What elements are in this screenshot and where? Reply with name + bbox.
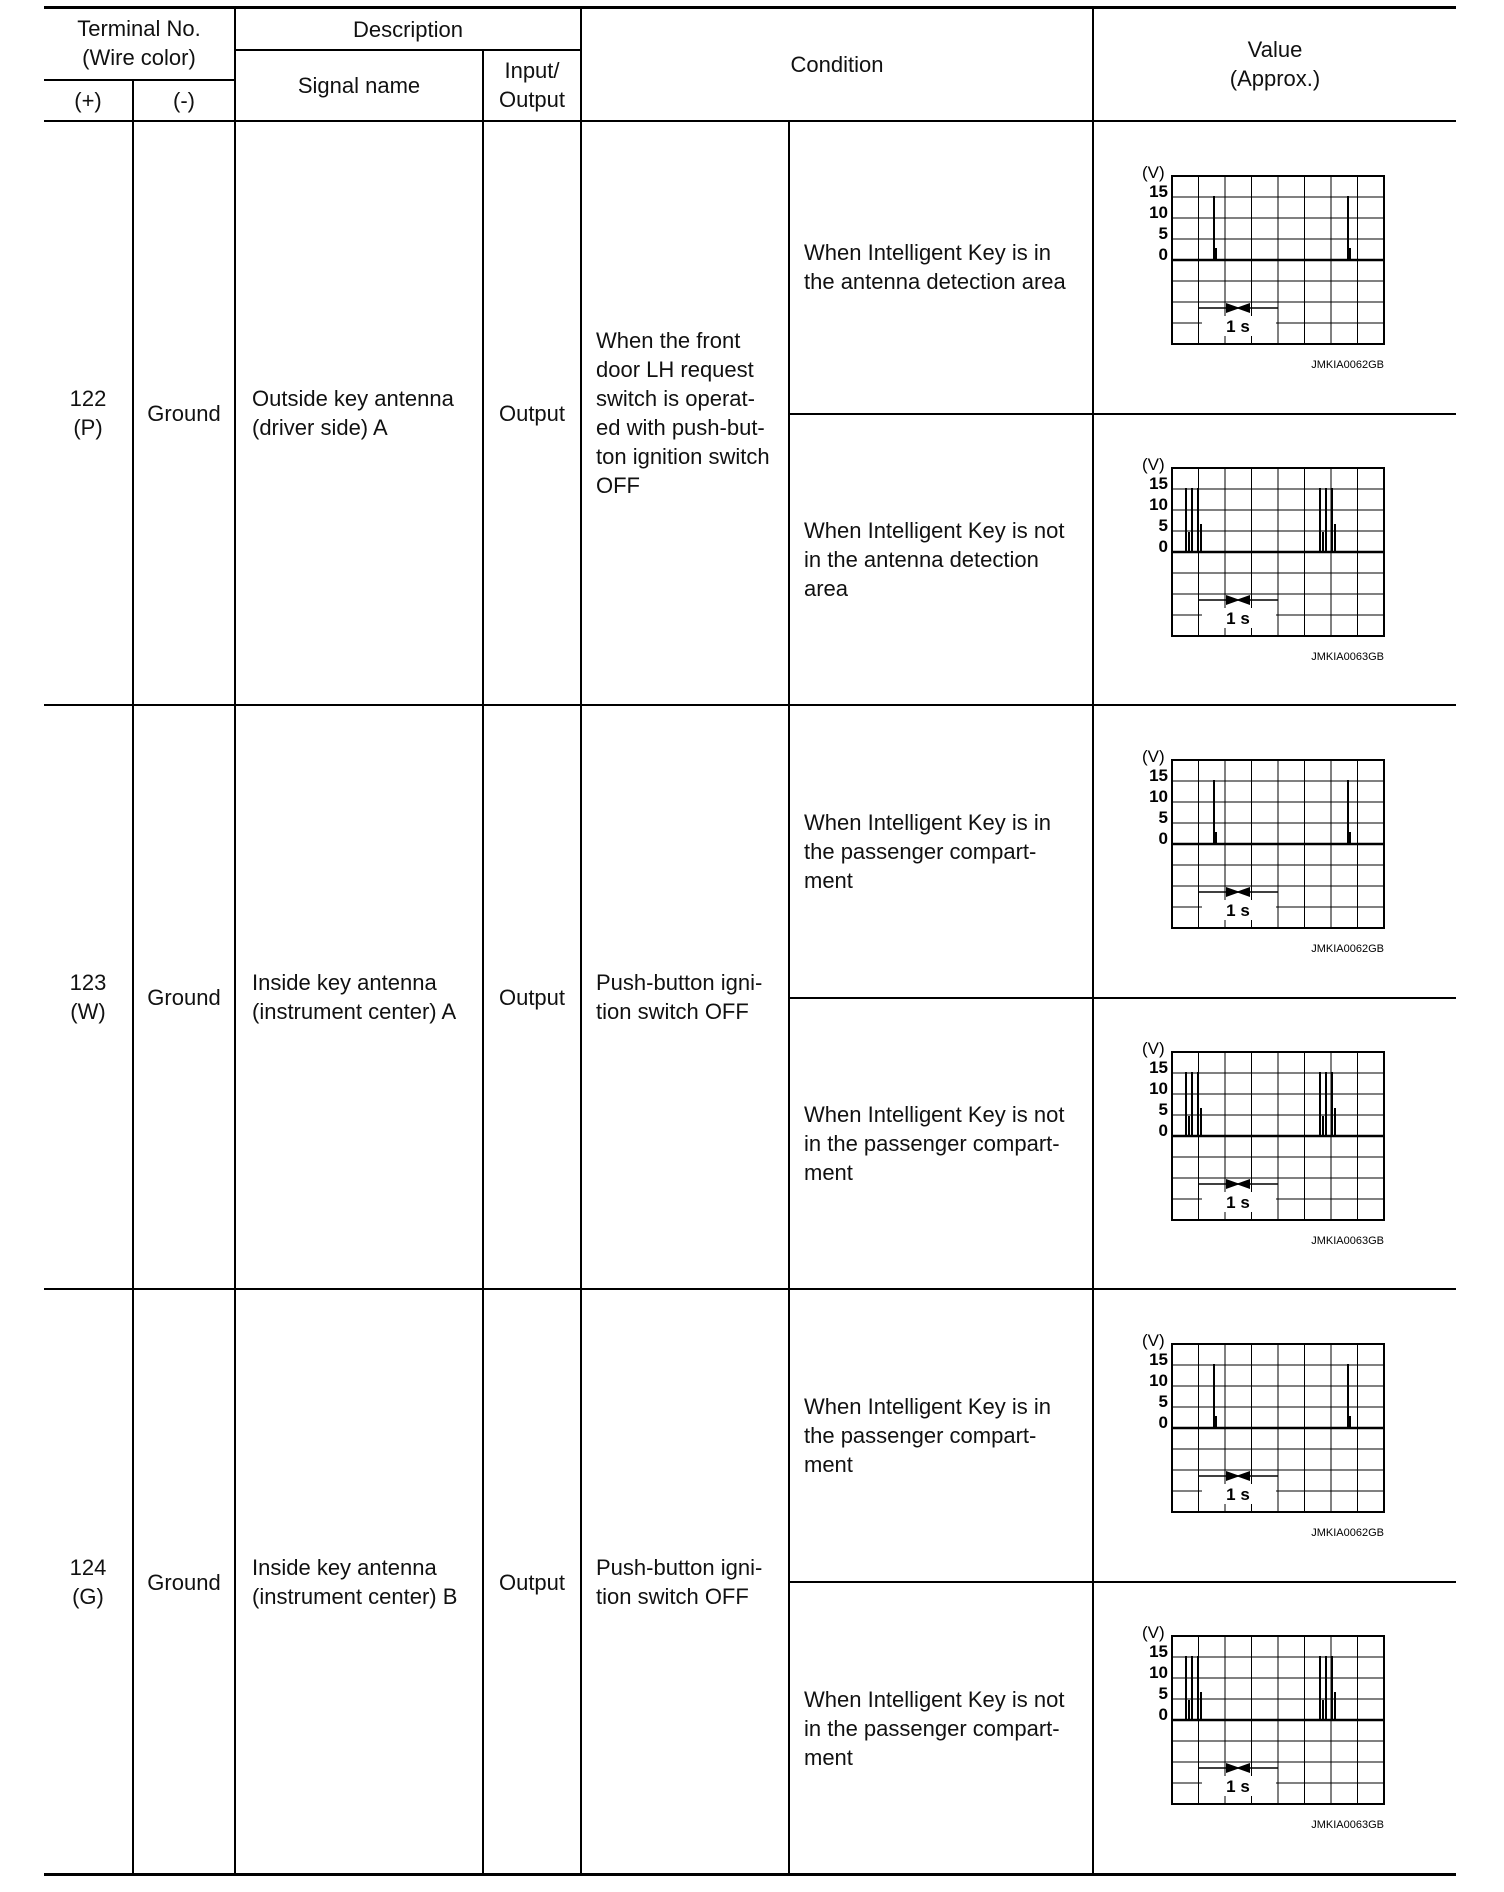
- scope-tick-label: 10: [1149, 495, 1168, 514]
- scope-tick-label: 5: [1158, 1100, 1168, 1119]
- col-divider-terminal-desc: [234, 8, 236, 1875]
- row-2-ground: Ground: [147, 984, 221, 1010]
- header-value: Value (Approx.): [1229, 37, 1321, 91]
- header-plus: (+): [74, 87, 102, 113]
- figure-code-label: JMKIA0063GB: [1311, 1235, 1384, 1247]
- figure-code-label: JMKIA0062GB: [1311, 1527, 1384, 1539]
- figure-code-label: JMKIA0063GB: [1311, 651, 1384, 663]
- scope-arrow-left: [1236, 595, 1250, 605]
- scope-time-label: 1 s: [1226, 901, 1250, 920]
- col-divider-signal-io: [482, 50, 484, 1875]
- table-bottom-border: [44, 1873, 1456, 1876]
- scope-tick-label: 0: [1158, 1121, 1168, 1140]
- scope-arrow-left: [1236, 1179, 1250, 1189]
- scope-tick-label: 0: [1158, 537, 1168, 556]
- header-terminal-no: Terminal No. (Wire color): [77, 16, 201, 70]
- col-divider-plus-minus: [132, 80, 134, 1875]
- scope-tick-label: 10: [1149, 1079, 1168, 1098]
- scope-tick-label: 15: [1149, 182, 1168, 201]
- row-1-sub-2-text: When Intelligent Key is not in the antenna detection area: [804, 517, 1065, 601]
- scope-tick-label: 15: [1149, 1642, 1168, 1661]
- header-description: Description: [352, 16, 464, 42]
- scope-tick-label: 5: [1158, 1684, 1168, 1703]
- row-3-sub-1-text: When Intelligent Key is in the passenger compart- ment: [804, 1393, 1052, 1477]
- row-3-condition: Push-button igni- tion switch OFF: [596, 1555, 763, 1609]
- row-1-io: Output: [498, 400, 566, 426]
- row-2-terminal: 123 (W): [69, 970, 107, 1024]
- waveform-scope: [1094, 998, 1456, 1288]
- scope-tick-label: 15: [1149, 1058, 1168, 1077]
- scope-tick-label: 15: [1149, 1350, 1168, 1369]
- row-2-sub-2-text: When Intelligent Key is not in the passenger compart- ment: [804, 1101, 1065, 1185]
- row-2-sub-1-text: When Intelligent Key is in the passenger compart- ment: [804, 809, 1052, 893]
- row-1-terminal: 122 (P): [69, 386, 107, 440]
- scope-unit-label: (V): [1142, 1623, 1165, 1642]
- scope-tick-label: 0: [1158, 1705, 1168, 1724]
- scope-tick-label: 5: [1158, 224, 1168, 243]
- waveform-scope: [1094, 1582, 1456, 1872]
- scope-time-label: 1 s: [1226, 1485, 1250, 1504]
- scope-tick-label: 15: [1149, 474, 1168, 493]
- row-1-condition: When the front door LH request switch is operat- ed with push-but- ton ignition switch OFF: [596, 328, 770, 498]
- scope-tick-label: 5: [1158, 516, 1168, 535]
- header-signal-name: Signal name: [297, 72, 421, 98]
- scope-unit-label: (V): [1142, 1039, 1165, 1058]
- scope-arrow-left: [1236, 1471, 1250, 1481]
- scope-time-label: 1 s: [1226, 317, 1250, 336]
- waveform-scope: [1094, 122, 1456, 412]
- figure-code-label: JMKIA0062GB: [1311, 359, 1384, 371]
- scope-tick-label: 0: [1158, 829, 1168, 848]
- row-1-sub-1-text: When Intelligent Key is in the antenna detection area: [804, 240, 1066, 294]
- scope-tick-label: 10: [1149, 1371, 1168, 1390]
- scope-time-label: 1 s: [1226, 1777, 1250, 1796]
- row-2-condition: Push-button igni- tion switch OFF: [596, 970, 763, 1024]
- scope-time-label: 1 s: [1226, 609, 1250, 628]
- header-input-output: Input/ Output: [498, 58, 566, 112]
- row-3-terminal: 124 (G): [69, 1555, 107, 1609]
- row-3-signal: Inside key antenna (instrument center) B: [252, 1555, 458, 1609]
- waveform-scope: [1094, 706, 1456, 996]
- table-top-border: [44, 6, 1456, 9]
- scope-tick-label: 5: [1158, 1392, 1168, 1411]
- row-2-signal: Inside key antenna (instrument center) A: [252, 970, 457, 1024]
- scope-time-label: 1 s: [1226, 1193, 1250, 1212]
- row-3-io: Output: [498, 1569, 566, 1595]
- figure-code-label: JMKIA0062GB: [1311, 943, 1384, 955]
- scope-tick-label: 10: [1149, 203, 1168, 222]
- col-divider-condition-sub: [788, 122, 790, 1875]
- figure-code-label: JMKIA0063GB: [1311, 1819, 1384, 1831]
- row-1-signal: Outside key antenna (driver side) A: [252, 386, 454, 440]
- waveform-scope: [1094, 1290, 1456, 1580]
- scope-tick-label: 5: [1158, 808, 1168, 827]
- scope-unit-label: (V): [1142, 1331, 1165, 1350]
- scope-unit-label: (V): [1142, 163, 1165, 182]
- scope-tick-label: 10: [1149, 1663, 1168, 1682]
- col-divider-desc-condition: [580, 8, 582, 1875]
- row-3-sub-2-text: When Intelligent Key is not in the passenger compart- ment: [804, 1686, 1065, 1770]
- header-condition: Condition: [790, 51, 884, 77]
- header-divider-terminal: [44, 79, 234, 81]
- scope-tick-label: 10: [1149, 787, 1168, 806]
- header-minus: (-): [173, 87, 195, 113]
- scope-unit-label: (V): [1142, 747, 1165, 766]
- row-1-ground: Ground: [147, 400, 221, 426]
- scope-tick-label: 0: [1158, 245, 1168, 264]
- header-divider-description: [236, 49, 582, 51]
- scope-unit-label: (V): [1142, 455, 1165, 474]
- scope-tick-label: 15: [1149, 766, 1168, 785]
- scope-tick-label: 0: [1158, 1413, 1168, 1432]
- scope-arrow-left: [1236, 1763, 1250, 1773]
- row-3-ground: Ground: [147, 1569, 221, 1595]
- scope-arrow-left: [1236, 887, 1250, 897]
- scope-arrow-left: [1236, 303, 1250, 313]
- waveform-scope: [1094, 414, 1456, 704]
- row-2-io: Output: [498, 984, 566, 1010]
